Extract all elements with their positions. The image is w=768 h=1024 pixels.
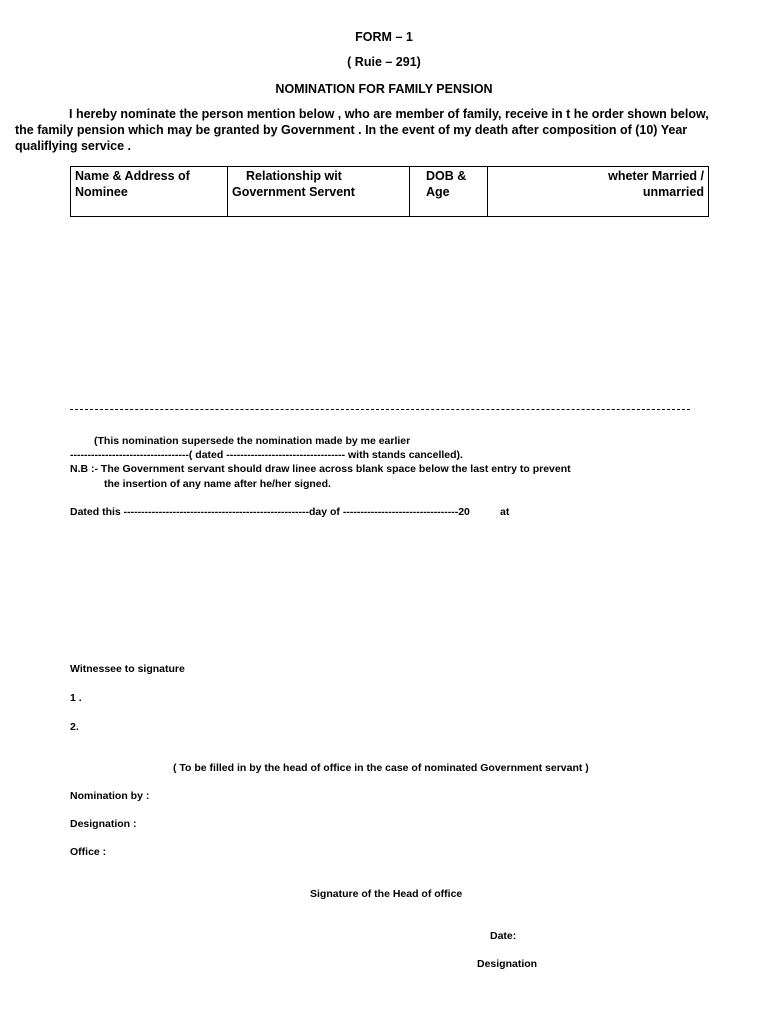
header-marital-status [488,167,709,217]
supersede-note-line1: (This nomination supersede the nomination made by me earlier [94,435,411,447]
header-marital-line2: unmarried [642,185,704,199]
date-label: Date: [490,930,517,942]
intro-paragraph [15,106,715,154]
designation-bottom-label: Designation [477,958,538,970]
header-relationship-line2: Government Servent [232,185,355,199]
office-label: Office : [70,846,107,858]
header-name-line2: Nominee [75,185,128,199]
head-office-signature: Signature of the Head of office [310,888,463,900]
header-dob-line1: DOB & [426,169,467,183]
dated-line: Dated this -----------------------------------------------------day of ---------------------------------20 [70,506,470,518]
nb-note-line2: the insertion of any name after he/her signed. [104,478,331,490]
form-title: FORM – 1 [355,30,413,44]
header-name-address [71,167,228,217]
header-relationship-line1: Relationship wit [246,169,342,183]
header-name-line1: Name & Address of [75,169,190,183]
blank-space-divider [70,409,690,410]
dated-at-label: at [500,506,510,518]
head-office-instruction: ( To be filled in by the head of office in the case of nominated Government servant ) [173,762,589,774]
supersede-note-line2: ----------------------------------( dated ---------------------------------- with stands cancelled). [70,449,463,461]
witness-2: 2. [70,721,79,733]
intro-text: I hereby nominate the person mention below , who are member of family, receive in t he order shown below, the family pension which may be granted by Government . In the event of my death after composition of (10) Year qualiflying service . [15,107,709,153]
nominee-table [70,166,709,217]
table-header-row [71,167,709,217]
witnesses-label: Witnessee to signature [70,663,185,675]
rule-reference: ( Ruie – 291) [347,55,421,69]
witness-1: 1 . [70,692,82,704]
header-dob-age [410,167,488,217]
header-dob-line2: Age [426,185,450,199]
nb-note-line1: N.B :- The Government servant should draw linee across blank space below the last entry to prevent [70,463,571,475]
header-relationship [228,167,410,217]
designation-label: Designation : [70,818,137,830]
form-heading: NOMINATION FOR FAMILY PENSION [275,82,493,96]
nomination-by-label: Nomination by : [70,790,150,802]
header-marital-line1: wheter Married / [608,169,704,183]
